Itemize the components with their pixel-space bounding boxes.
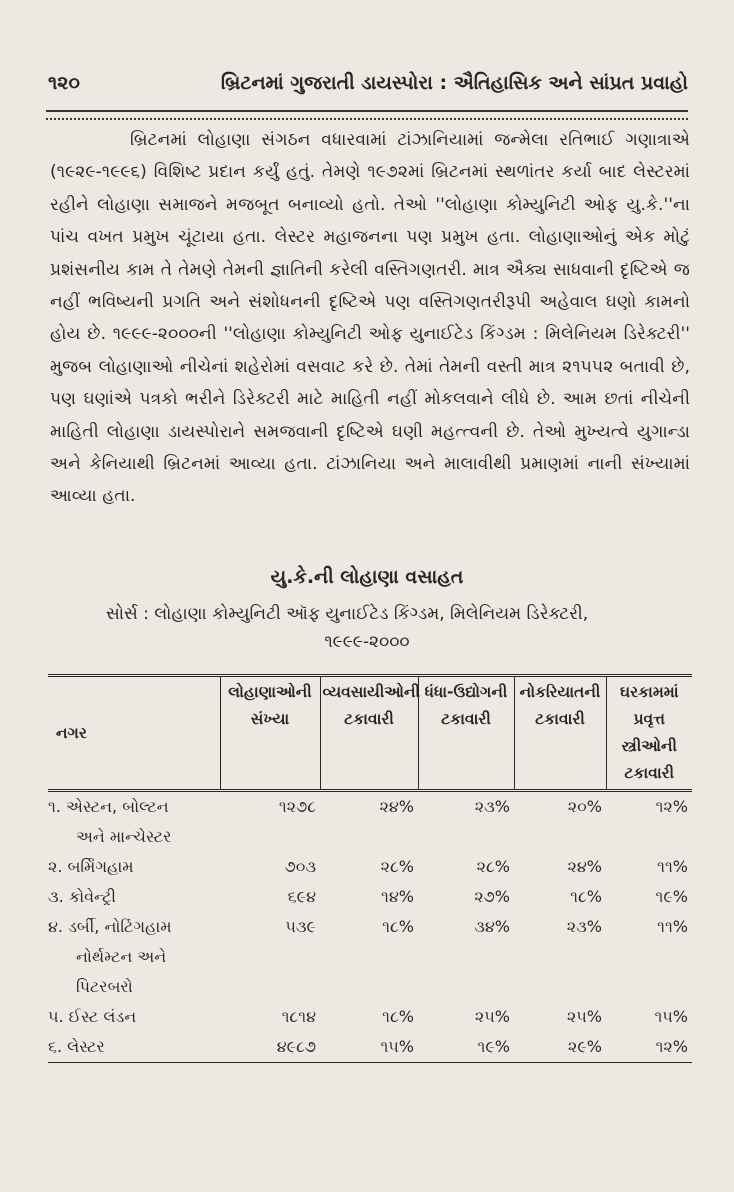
cell-population: ૪૯૮૭ <box>220 1032 320 1063</box>
header-rule <box>46 110 688 120</box>
table-row <box>48 1002 692 1032</box>
cell-industry: ૨૮% <box>476 857 510 876</box>
cell-housework: ૧૯% <box>655 887 688 906</box>
cell-housework: ૧૫% <box>654 1007 688 1026</box>
table-row <box>48 882 692 912</box>
page-header <box>48 72 688 94</box>
table-header-row <box>48 676 692 791</box>
cell-population: ૧૨૭૮ <box>278 797 316 816</box>
header-business: વ્યવસાયીઓની ટકાવારી <box>320 676 418 791</box>
source-citation: સોર્સ : લોહાણા કોમ્યુનિટી ઑફ યુનાઈટેડ કિંગ્ડમ, મિલેનિયમ ડિરેક્ટરી, <box>106 604 589 624</box>
table-body <box>48 791 692 1063</box>
city-name: ૧. એસ્ટન, બોલ્ટન <box>48 797 169 816</box>
cell-population: ૫૩૯ <box>285 917 316 936</box>
cell-industry: ૨૭% <box>474 887 510 906</box>
cell-population: ૬૯૪ <box>287 887 316 906</box>
section-heading: યુ.કે.ની લોહાણા વસાહત <box>270 566 464 588</box>
cell-city <box>48 791 220 853</box>
cell-industry: ૩૪% <box>474 917 510 936</box>
page-number: ૧૨૦ <box>48 72 80 94</box>
cell-housework: ૧૨% <box>606 1032 692 1063</box>
city-name: ૨. બર્મિંગહામ <box>48 857 134 876</box>
header-city: નગર <box>48 676 220 791</box>
cell-city <box>48 912 220 1002</box>
cell-employment: ૨૩% <box>566 917 602 936</box>
cell-employment: ૨૯% <box>514 1032 606 1063</box>
source-year: ૧૯૯૯-૨૦૦૦ <box>324 632 410 652</box>
header-housework: ઘરકામમાં પ્રવૃત્ત સ્ત્રીઓની ટકાવારી <box>606 676 692 791</box>
cell-housework: ૧૧% <box>657 857 688 876</box>
city-name: ૩. કોવેન્ટ્રી <box>48 887 116 906</box>
city-name: ૫. ઈસ્ટ લંડન <box>48 1007 137 1026</box>
cell-population: ૧૮૧૪ <box>281 1007 316 1026</box>
cell-employment: ૨૫% <box>566 1007 602 1026</box>
cell-business: ૧૮% <box>382 1007 414 1026</box>
city-name-continued: નોર્થમ્ટન અને પિટરબરો <box>76 947 167 996</box>
cell-industry: ૨૫% <box>474 1007 510 1026</box>
cell-employment: ૨૦% <box>567 797 602 816</box>
cell-city <box>48 1002 220 1032</box>
cell-city <box>48 882 220 912</box>
cell-business: ૧૪% <box>381 887 414 906</box>
cell-business: ૨૮% <box>380 857 414 876</box>
cell-city <box>48 852 220 882</box>
cell-population: ૭૦૩ <box>284 857 316 876</box>
lohana-settlement-table <box>48 674 692 1063</box>
running-title: બ્રિટનમાં ગુજરાતી ડાયસ્પોરા : ઐતિહાસિક અને સાંપ્રત પ્રવાહો <box>220 72 688 94</box>
header-industry: ધંધા-ઉદ્યોગની ટકાવારી <box>418 676 514 791</box>
city-name: ૬. લેસ્ટર <box>48 1037 105 1056</box>
cell-employment: ૨૪% <box>567 857 602 876</box>
header-employment: નોકરિયાતની ટકાવારી <box>514 676 606 791</box>
city-name: ૪. ડર્બી, નોટિંગહામ <box>48 917 172 936</box>
table-row <box>48 912 692 1002</box>
city-name-continued: અને માન્ચેસ્ટર <box>76 827 172 846</box>
cell-employment: ૧૮% <box>570 887 602 906</box>
cell-business: ૧૮% <box>382 917 414 936</box>
body-paragraph: બ્રિટનમાં લોહાણા સંગઠન વધારવામાં ટાંઝાનિયામાં જન્મેલા રતિભાઈ ગણાત્રાએ (૧૯૨૯-૧૯૯૬) વિશિષ્ટ પ્રદાન કર્યું હતું. તેમણે ૧૯૭૨માં બ્રિટનમાં સ્થળાંતર કર્યા બાદ લેસ્ટરમાં રહીને લોહાણા સમાજને મજબૂત બનાવ્યો હતો. તેઓ ''લોહાણા કોમ્યુનિટી ઓફ યુ.કે.''ના પાંચ વખત પ્રમુખ ચૂંટાયા હતા. લેસ્ટર મહાજનના પણ પ્રમુખ હતા. લોહાણાઓનું એક મોટું પ્રશંસનીય કામ તે તેમણે તેમની જ્ઞાતિની કરેલી વસ્તિગણતરી. માત્ર ઐક્ય સાધવાની દૃષ્ટિએ જ નહીં ભવિષ્યની પ્રગતિ અને સંશોધનની દૃષ્ટિએ પણ વસ્તિગણતરીરૂપી અહેવાલ ઘણો કામનો હોય છે. ૧૯૯૯-૨૦૦૦ની ''લોહાણા કોમ્યુનિટી ઓફ યુનાઈટેડ કિંગ્ડમ : મિલેનિયમ ડિરેક્ટરી'' મુજબ લોહાણાઓ નીચેનાં શહેરોમાં વસવાટ કરે છે. તેમાં તેમની વસ્તી માત્ર ૨૧૫૫૨ બતાવી છે, પણ ઘણાંએ પત્રકો ભરીને ડિરેક્ટરી માટે માહિતી નહીં મોકલવાને લીધે છે. આમ છતાં નીચેની માહિતી લોહાણા ડાયસ્પોરાને સમજવાની દૃષ્ટિએ ઘણી મહત્ત્વની છે. તેઓ મુખ્યત્વે યુગાન્ડા અને કેનિયાથી બ્રિટનમાં આવ્યા હતા. ટાંઝાનિયા અને માલાવીથી પ્રમાણમાં નાની સંખ્યામાં આવ્યા હતા. <box>50 130 690 507</box>
cell-housework: ૧૧% <box>657 917 688 936</box>
cell-business: ૨૪% <box>379 797 414 816</box>
table-row <box>48 791 692 853</box>
header-population: લોહાણાઓની સંખ્યા <box>220 676 320 791</box>
cell-industry: ૧૯% <box>418 1032 514 1063</box>
cell-city <box>48 1032 220 1063</box>
cell-industry: ૨૩% <box>474 797 510 816</box>
table-row <box>48 852 692 882</box>
table-row <box>48 1032 692 1063</box>
cell-business: ૧૫% <box>320 1032 418 1063</box>
cell-housework: ૧૨% <box>655 797 688 816</box>
